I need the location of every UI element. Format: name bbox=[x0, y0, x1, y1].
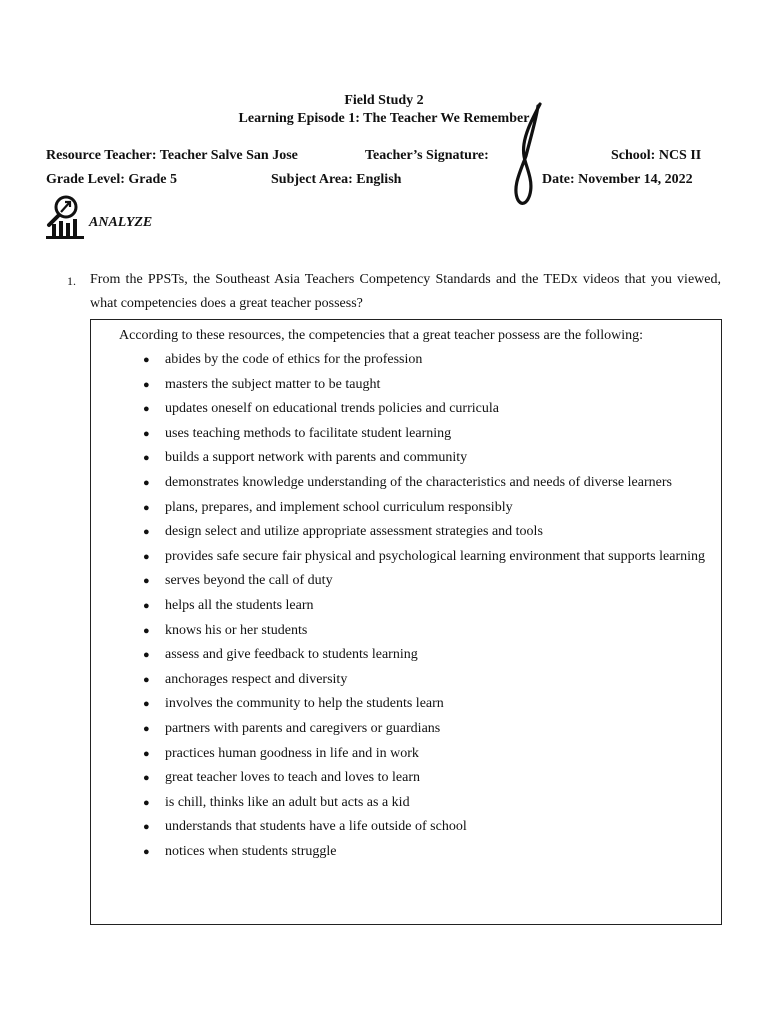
episode-title: Learning Episode 1: The Teacher We Remember bbox=[238, 111, 530, 126]
list-item bbox=[91, 545, 721, 570]
teacher-signature-label: Teacher’s Signature: bbox=[365, 148, 489, 163]
list-item bbox=[91, 742, 721, 767]
list-item-text: masters the subject matter to be taught bbox=[165, 376, 381, 392]
list-item-text: helps all the students learn bbox=[165, 597, 314, 613]
resource-teacher-field: Resource Teacher: Teacher Salve San Jose bbox=[46, 148, 298, 163]
list-item-text: plans, prepares, and implement school curriculum responsibly bbox=[165, 499, 513, 515]
list-item bbox=[91, 422, 721, 447]
list-item-text: serves beyond the call of duty bbox=[165, 573, 333, 589]
list-item-text: partners with parents and caregivers or guardians bbox=[165, 720, 441, 736]
bullet-icon: ● bbox=[143, 624, 150, 637]
bullet-icon: ● bbox=[143, 845, 150, 858]
bullet-icon: ● bbox=[143, 354, 150, 366]
list-item bbox=[91, 594, 721, 619]
list-item bbox=[91, 766, 721, 791]
school-field: School: NCS II bbox=[611, 148, 702, 163]
bullet-icon: ● bbox=[143, 476, 150, 489]
bullet-icon: ● bbox=[143, 821, 150, 834]
grade-level-field: Grade Level: Grade 5 bbox=[46, 172, 178, 187]
list-item-text: assess and give feedback to students learning bbox=[165, 647, 418, 663]
bullet-icon: ● bbox=[143, 378, 150, 391]
question-number: 1. bbox=[67, 274, 76, 288]
list-item bbox=[91, 643, 721, 668]
bullet-icon: ● bbox=[143, 772, 150, 785]
competency-list bbox=[91, 348, 721, 864]
handwritten-signature bbox=[500, 100, 548, 208]
bullet-icon: ● bbox=[143, 427, 150, 440]
list-item bbox=[91, 520, 721, 545]
list-item bbox=[91, 791, 721, 816]
list-item bbox=[91, 348, 721, 373]
list-item-text: involves the community to help the students learn bbox=[165, 696, 444, 712]
section-label: ANALYZE bbox=[89, 215, 153, 230]
list-item bbox=[91, 496, 721, 521]
list-item-text: practices human goodness in life and in work bbox=[165, 745, 419, 761]
date-field: Date: November 14, 2022 bbox=[542, 172, 693, 187]
bullet-icon: ● bbox=[143, 722, 150, 735]
answer-intro: According to these resources, the competencies that a great teacher possess are the following: bbox=[119, 328, 644, 343]
bullet-icon: ● bbox=[143, 526, 150, 539]
list-item bbox=[91, 471, 721, 496]
list-item-text: understands that students have a life outside of school bbox=[165, 819, 467, 835]
list-item-text: updates oneself on educational trends policies and curricula bbox=[165, 401, 499, 417]
list-item bbox=[91, 668, 721, 693]
list-item-text: knows his or her students bbox=[165, 622, 308, 638]
bullet-icon: ● bbox=[143, 649, 150, 662]
answer-box bbox=[90, 319, 722, 925]
list-item bbox=[91, 692, 721, 717]
list-item-text: notices when students struggle bbox=[165, 843, 337, 859]
list-item-text: is chill, thinks like an adult but acts as a kid bbox=[165, 794, 410, 810]
list-item bbox=[91, 619, 721, 644]
list-item-text: design select and utilize appropriate assessment strategies and tools bbox=[165, 524, 543, 540]
bullet-icon: ● bbox=[143, 796, 150, 809]
bullet-icon: ● bbox=[143, 698, 150, 711]
bullet-icon: ● bbox=[143, 501, 150, 514]
list-item bbox=[91, 840, 721, 865]
list-item bbox=[91, 373, 721, 398]
list-item bbox=[91, 815, 721, 840]
bullet-icon: ● bbox=[143, 747, 150, 760]
bullet-icon: ● bbox=[143, 403, 150, 416]
study-title: Field Study 2 bbox=[344, 93, 424, 108]
list-item-text: demonstrates knowledge understanding of the characteristics and needs of diverse learners bbox=[165, 474, 672, 490]
list-item bbox=[91, 397, 721, 422]
bullet-icon: ● bbox=[143, 575, 150, 588]
bullet-icon: ● bbox=[143, 673, 150, 686]
list-item bbox=[91, 717, 721, 742]
subject-area-field: Subject Area: English bbox=[271, 172, 402, 187]
list-item bbox=[91, 446, 721, 471]
bullet-icon: ● bbox=[143, 452, 150, 465]
bullet-icon: ● bbox=[143, 599, 150, 612]
list-item-text: uses teaching methods to facilitate student learning bbox=[165, 425, 452, 441]
list-item-text: abides by the code of ethics for the profession bbox=[165, 352, 423, 367]
list-item-text: provides safe secure fair physical and psychological learning environment that supports learning bbox=[165, 548, 705, 564]
analyze-chart-icon bbox=[44, 194, 86, 240]
list-item-text: great teacher loves to teach and loves to learn bbox=[165, 770, 420, 786]
question-text: From the PPSTs, the Southeast Asia Teachers Competency Standards and the TEDx videos that you viewed, what competencies does a great teacher possess? bbox=[90, 272, 721, 311]
list-item-text: builds a support network with parents and community bbox=[165, 450, 468, 466]
list-item-text: anchorages respect and diversity bbox=[165, 671, 348, 687]
bullet-icon: ● bbox=[143, 550, 150, 563]
list-item bbox=[91, 569, 721, 594]
